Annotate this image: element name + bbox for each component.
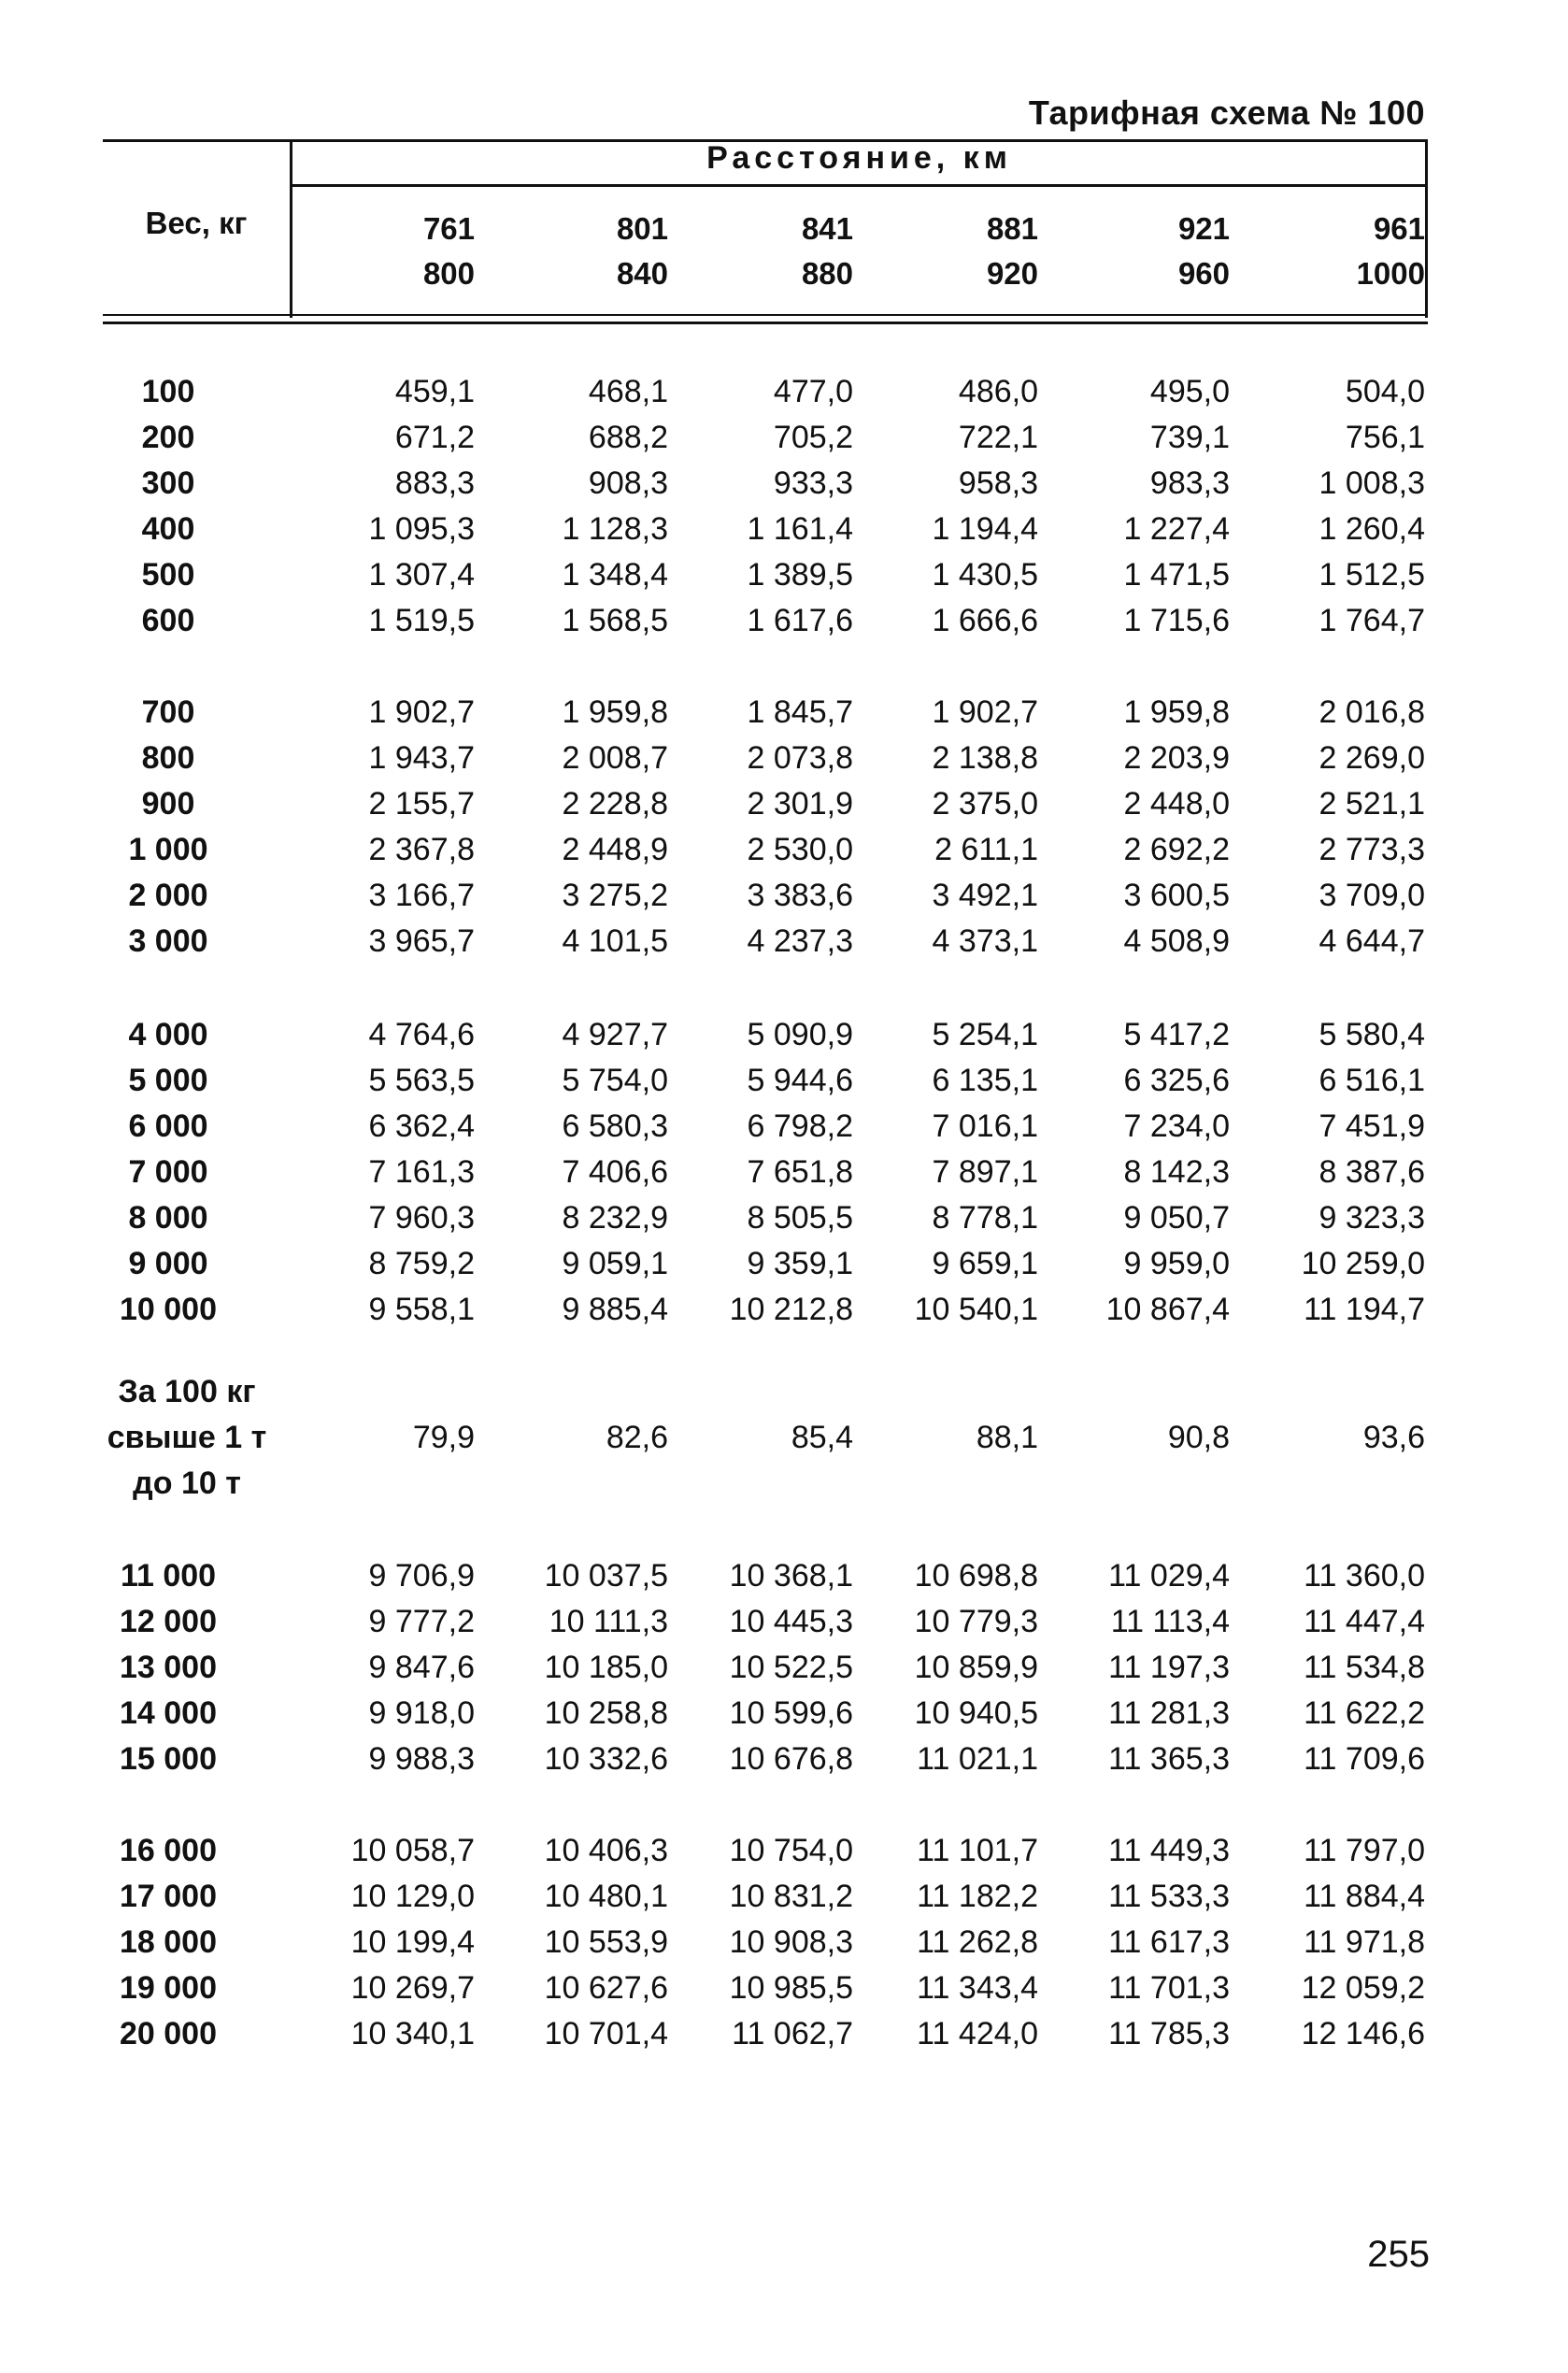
tariff-value: 11 797,0 [1304,1833,1425,1868]
tariff-value: 10 754,0 [729,1833,853,1868]
tariff-value: 10 908,3 [729,1924,853,1960]
weight-label: 100 [141,374,195,409]
tariff-value: 1 959,8 [1123,694,1230,730]
tariff-value: 10 985,5 [729,1970,853,2006]
tariff-value: 10 701,4 [544,2016,668,2051]
weight-label: 900 [141,786,195,822]
weight-label: 2 000 [128,878,208,913]
tariff-value: 11 971,8 [1304,1924,1425,1960]
weight-label: 500 [141,557,195,593]
tariff-value: 1 161,4 [747,511,853,547]
tariff-value: 9 706,9 [368,1558,475,1594]
tariff-value: 722,1 [958,420,1038,455]
tariff-value: 10 627,6 [544,1970,668,2006]
tariff-value: 4 644,7 [1319,923,1425,959]
tariff-value: 10 831,2 [729,1879,853,1914]
tariff-value: 10 859,9 [914,1650,1038,1685]
tariff-value: 5 417,2 [1123,1017,1230,1052]
tariff-value: 2 521,1 [1319,786,1425,822]
tariff-value: 1 902,7 [932,694,1038,730]
per-100kg-value: 82,6 [606,1420,668,1455]
tariff-value: 908,3 [588,465,668,501]
tariff-value: 459,1 [394,374,475,409]
tariff-value: 7 897,1 [932,1154,1038,1190]
tariff-value: 7 451,9 [1319,1108,1425,1144]
per-100kg-value: 88,1 [976,1420,1038,1455]
tariff-value: 10 269,7 [350,1970,475,2006]
tariff-value: 3 383,6 [747,878,853,913]
distance-range-from: 801 [616,211,668,246]
scheme-title: Тарифная схема № 100 [1028,93,1425,132]
tariff-value: 10 037,5 [544,1558,668,1594]
tariff-value: 9 659,1 [932,1246,1038,1281]
weight-label: 4 000 [128,1017,208,1052]
tariff-value: 2 228,8 [562,786,668,822]
tariff-value: 1 943,7 [368,740,475,776]
tariff-value: 2 073,8 [747,740,853,776]
weight-label: 3 000 [128,923,208,959]
weight-label: 700 [141,694,195,730]
weight-label: 600 [141,603,195,638]
tariff-value: 7 161,3 [368,1154,475,1190]
tariff-value: 3 965,7 [368,923,475,959]
tariff-value: 11 785,3 [1108,2016,1230,2051]
distance-range-to: 800 [422,256,475,291]
tariff-value: 1 194,4 [932,511,1038,547]
tariff-value: 468,1 [588,374,668,409]
per-100kg-label-line: За 100 кг [118,1374,256,1409]
distance-range-to: 1000 [1356,256,1425,291]
tariff-value: 4 101,5 [562,923,668,959]
tariff-value: 6 580,3 [562,1108,668,1144]
tariff-value: 8 778,1 [932,1200,1038,1236]
tariff-value: 10 445,3 [729,1604,853,1639]
tariff-value: 1 902,7 [368,694,475,730]
tariff-value: 10 540,1 [914,1292,1038,1327]
tariff-value: 2 375,0 [932,786,1038,822]
tariff-value: 10 480,1 [544,1879,668,1914]
tariff-value: 9 959,0 [1123,1246,1230,1281]
tariff-value: 7 016,1 [932,1108,1038,1144]
tariff-value: 8 387,6 [1319,1154,1425,1190]
weight-label: 13 000 [120,1650,217,1685]
tariff-value: 2 008,7 [562,740,668,776]
distance-range-from: 921 [1177,211,1230,246]
tariff-value: 7 406,6 [562,1154,668,1190]
tariff-value: 7 234,0 [1123,1108,1230,1144]
per-100kg-value: 90,8 [1167,1420,1230,1455]
tariff-value: 9 050,7 [1123,1200,1230,1236]
weight-label: 19 000 [120,1970,217,2006]
tariff-value: 3 166,7 [368,878,475,913]
tariff-value: 671,2 [394,420,475,455]
tariff-value: 11 617,3 [1108,1924,1230,1960]
tariff-value: 5 563,5 [368,1063,475,1098]
tariff-value: 1 008,3 [1319,465,1425,501]
tariff-value: 11 262,8 [917,1924,1038,1960]
tariff-value: 4 927,7 [562,1017,668,1052]
tariff-value: 1 959,8 [562,694,668,730]
tariff-value: 4 764,6 [368,1017,475,1052]
tariff-value: 739,1 [1149,420,1230,455]
distance-subheader-rule [290,184,1428,187]
weight-label: 18 000 [120,1924,217,1960]
per-100kg-value: 79,9 [412,1420,475,1455]
per-100kg-label-line: до 10 т [133,1465,241,1501]
tariff-value: 1 307,4 [368,557,475,593]
tariff-value: 7 651,8 [747,1154,853,1190]
tariff-value: 3 492,1 [932,878,1038,913]
tariff-value: 10 553,9 [544,1924,668,1960]
page-number: 255 [1367,2234,1430,2275]
tariff-value: 11 113,4 [1110,1604,1230,1639]
tariff-value: 1 764,7 [1319,603,1425,638]
tariff-value: 1 568,5 [562,603,668,638]
tariff-value: 6 135,1 [932,1063,1038,1098]
tariff-value: 11 447,4 [1304,1604,1425,1639]
per-100kg-value: 93,6 [1362,1420,1425,1455]
tariff-value: 4 237,3 [747,923,853,959]
tariff-value: 477,0 [773,374,853,409]
tariff-value: 5 754,0 [562,1063,668,1098]
tariff-value: 11 534,8 [1304,1650,1425,1685]
tariff-value: 10 199,4 [350,1924,475,1960]
tariff-value: 10 698,8 [914,1558,1038,1594]
tariff-value: 2 530,0 [747,832,853,867]
weight-label: 300 [141,465,195,501]
weight-label: 10 000 [120,1292,217,1327]
tariff-value: 1 715,6 [1123,603,1230,638]
tariff-value: 10 676,8 [729,1741,853,1777]
weight-label: 800 [141,740,195,776]
tariff-value: 10 259,0 [1301,1246,1425,1281]
tariff-value: 2 773,3 [1319,832,1425,867]
tariff-value: 1 519,5 [368,603,475,638]
tariff-value: 5 580,4 [1319,1017,1425,1052]
weight-label: 9 000 [128,1246,208,1281]
tariff-value: 6 516,1 [1319,1063,1425,1098]
weight-label: 11 000 [120,1558,217,1594]
tariff-value: 2 611,1 [934,832,1038,867]
tariff-value: 8 232,9 [562,1200,668,1236]
tariff-value: 10 779,3 [914,1604,1038,1639]
distance-range-from: 961 [1373,211,1425,246]
tariff-value: 1 617,6 [747,603,853,638]
tariff-value: 11 182,2 [917,1879,1038,1914]
weight-label: 20 000 [120,2016,217,2051]
tariff-value: 10 406,3 [544,1833,668,1868]
tariff-value: 1 128,3 [562,511,668,547]
tariff-value: 11 343,4 [917,1970,1038,2006]
tariff-value: 6 362,4 [368,1108,475,1144]
tariff-value: 1 260,4 [1319,511,1425,547]
tariff-value: 10 258,8 [544,1695,668,1731]
tariff-value: 1 095,3 [368,511,475,547]
weight-label: 7 000 [128,1154,208,1190]
tariff-value: 2 301,9 [747,786,853,822]
tariff-value: 9 558,1 [368,1292,475,1327]
tariff-value: 2 448,9 [562,832,668,867]
tariff-value: 8 759,2 [368,1246,475,1281]
tariff-value: 983,3 [1149,465,1230,501]
tariff-value: 10 058,7 [350,1833,475,1868]
tariff-value: 9 777,2 [368,1604,475,1639]
tariff-value: 10 212,8 [729,1292,853,1327]
weight-label: 15 000 [120,1741,217,1777]
tariff-value: 9 885,4 [562,1292,668,1327]
tariff-value: 486,0 [958,374,1038,409]
tariff-value: 11 197,3 [1108,1650,1230,1685]
tariff-value: 10 185,0 [544,1650,668,1685]
tariff-value: 2 155,7 [368,786,475,822]
tariff-value: 7 960,3 [368,1200,475,1236]
tariff-value: 6 325,6 [1123,1063,1230,1098]
tariff-value: 1 348,4 [562,557,668,593]
tariff-value: 5 090,9 [747,1017,853,1052]
tariff-value: 5 944,6 [747,1063,853,1098]
tariff-value: 6 798,2 [747,1108,853,1144]
weight-label: 400 [141,511,195,547]
tariff-value: 12 059,2 [1301,1970,1425,2006]
tariff-value: 1 471,5 [1123,557,1230,593]
tariff-value: 4 508,9 [1123,923,1230,959]
tariff-value: 11 709,6 [1304,1741,1425,1777]
per-100kg-label-line: свыше 1 т [107,1420,267,1455]
tariff-value: 9 323,3 [1319,1200,1425,1236]
distance-range-to: 840 [616,256,668,291]
tariff-value: 11 281,3 [1108,1695,1230,1731]
distance-range-to: 960 [1177,256,1230,291]
weight-label: 14 000 [120,1695,217,1731]
tariff-value: 11 062,7 [732,2016,853,2051]
tariff-value: 11 365,3 [1108,1741,1230,1777]
tariff-value: 11 424,0 [917,2016,1038,2051]
tariff-value: 11 533,3 [1108,1879,1230,1914]
tariff-value: 2 138,8 [932,740,1038,776]
tariff-value: 1 845,7 [747,694,853,730]
tariff-value: 9 847,6 [368,1650,475,1685]
tariff-value: 11 194,7 [1304,1292,1425,1327]
tariff-value: 495,0 [1149,374,1230,409]
tariff-value: 11 029,4 [1108,1558,1230,1594]
tariff-value: 688,2 [588,420,668,455]
tariff-value: 10 940,5 [914,1695,1038,1731]
tariff-value: 2 016,8 [1319,694,1425,730]
distance-range-from: 841 [801,211,853,246]
tariff-value: 11 360,0 [1304,1558,1425,1594]
tariff-value: 1 389,5 [747,557,853,593]
tariff-value: 11 449,3 [1108,1833,1230,1868]
distance-range-to: 920 [986,256,1038,291]
tariff-value: 10 340,1 [350,2016,475,2051]
tariff-value: 11 622,2 [1304,1695,1425,1731]
weight-label: 16 000 [120,1833,217,1868]
tariff-value: 9 059,1 [562,1246,668,1281]
tariff-value: 1 227,4 [1123,511,1230,547]
tariff-value: 2 203,9 [1123,740,1230,776]
tariff-value: 2 367,8 [368,832,475,867]
tariff-value: 1 512,5 [1319,557,1425,593]
tariff-value: 10 599,6 [729,1695,853,1731]
tariff-value: 11 884,4 [1304,1879,1425,1914]
weight-label: 17 000 [120,1879,217,1914]
tariff-value: 10 522,5 [729,1650,853,1685]
tariff-value: 10 867,4 [1105,1292,1230,1327]
tariff-value: 9 918,0 [368,1695,475,1731]
tariff-value: 9 988,3 [368,1741,475,1777]
tariff-value: 2 269,0 [1319,740,1425,776]
tariff-value: 504,0 [1345,374,1425,409]
tariff-value: 11 101,7 [917,1833,1038,1868]
tariff-value: 10 368,1 [729,1558,853,1594]
per-100kg-value: 85,4 [791,1420,853,1455]
tariff-value: 883,3 [394,465,475,501]
tariff-value: 933,3 [773,465,853,501]
distance-range-to: 880 [801,256,853,291]
tariff-value: 4 373,1 [932,923,1038,959]
tariff-value: 2 692,2 [1123,832,1230,867]
weight-label: 5 000 [128,1063,208,1098]
tariff-value: 2 448,0 [1123,786,1230,822]
weight-label: 12 000 [120,1604,217,1639]
tariff-value: 11 701,3 [1108,1970,1230,2006]
distance-range-from: 881 [986,211,1038,246]
tariff-value: 3 600,5 [1123,878,1230,913]
weight-label: 1 000 [128,832,208,867]
per-100kg-label [75,1369,299,1507]
tariff-value: 9 359,1 [747,1246,853,1281]
header-bottom-rule [103,314,1428,316]
tariff-value: 1 430,5 [932,557,1038,593]
tariff-value: 11 021,1 [917,1741,1038,1777]
tariff-value: 12 146,6 [1301,2016,1425,2051]
tariff-value: 705,2 [773,420,853,455]
weight-column-header: Вес, кг [145,206,248,240]
weight-label: 6 000 [128,1108,208,1144]
distance-header: Расстояние, км [706,140,1012,176]
tariff-value: 8 505,5 [747,1200,853,1236]
tariff-value: 8 142,3 [1123,1154,1230,1190]
tariff-value: 5 254,1 [932,1017,1038,1052]
tariff-value: 10 129,0 [350,1879,475,1914]
tariff-value: 756,1 [1345,420,1425,455]
distance-range-from: 761 [422,211,475,246]
tariff-value: 10 111,3 [549,1604,668,1639]
header-bottom-rule-double [103,322,1428,324]
tariff-value: 3 275,2 [562,878,668,913]
tariff-value: 1 666,6 [932,603,1038,638]
weight-label: 200 [141,420,195,455]
weight-label: 8 000 [128,1200,208,1236]
tariff-value: 958,3 [958,465,1038,501]
tariff-value: 10 332,6 [544,1741,668,1777]
tariff-value: 3 709,0 [1319,878,1425,913]
